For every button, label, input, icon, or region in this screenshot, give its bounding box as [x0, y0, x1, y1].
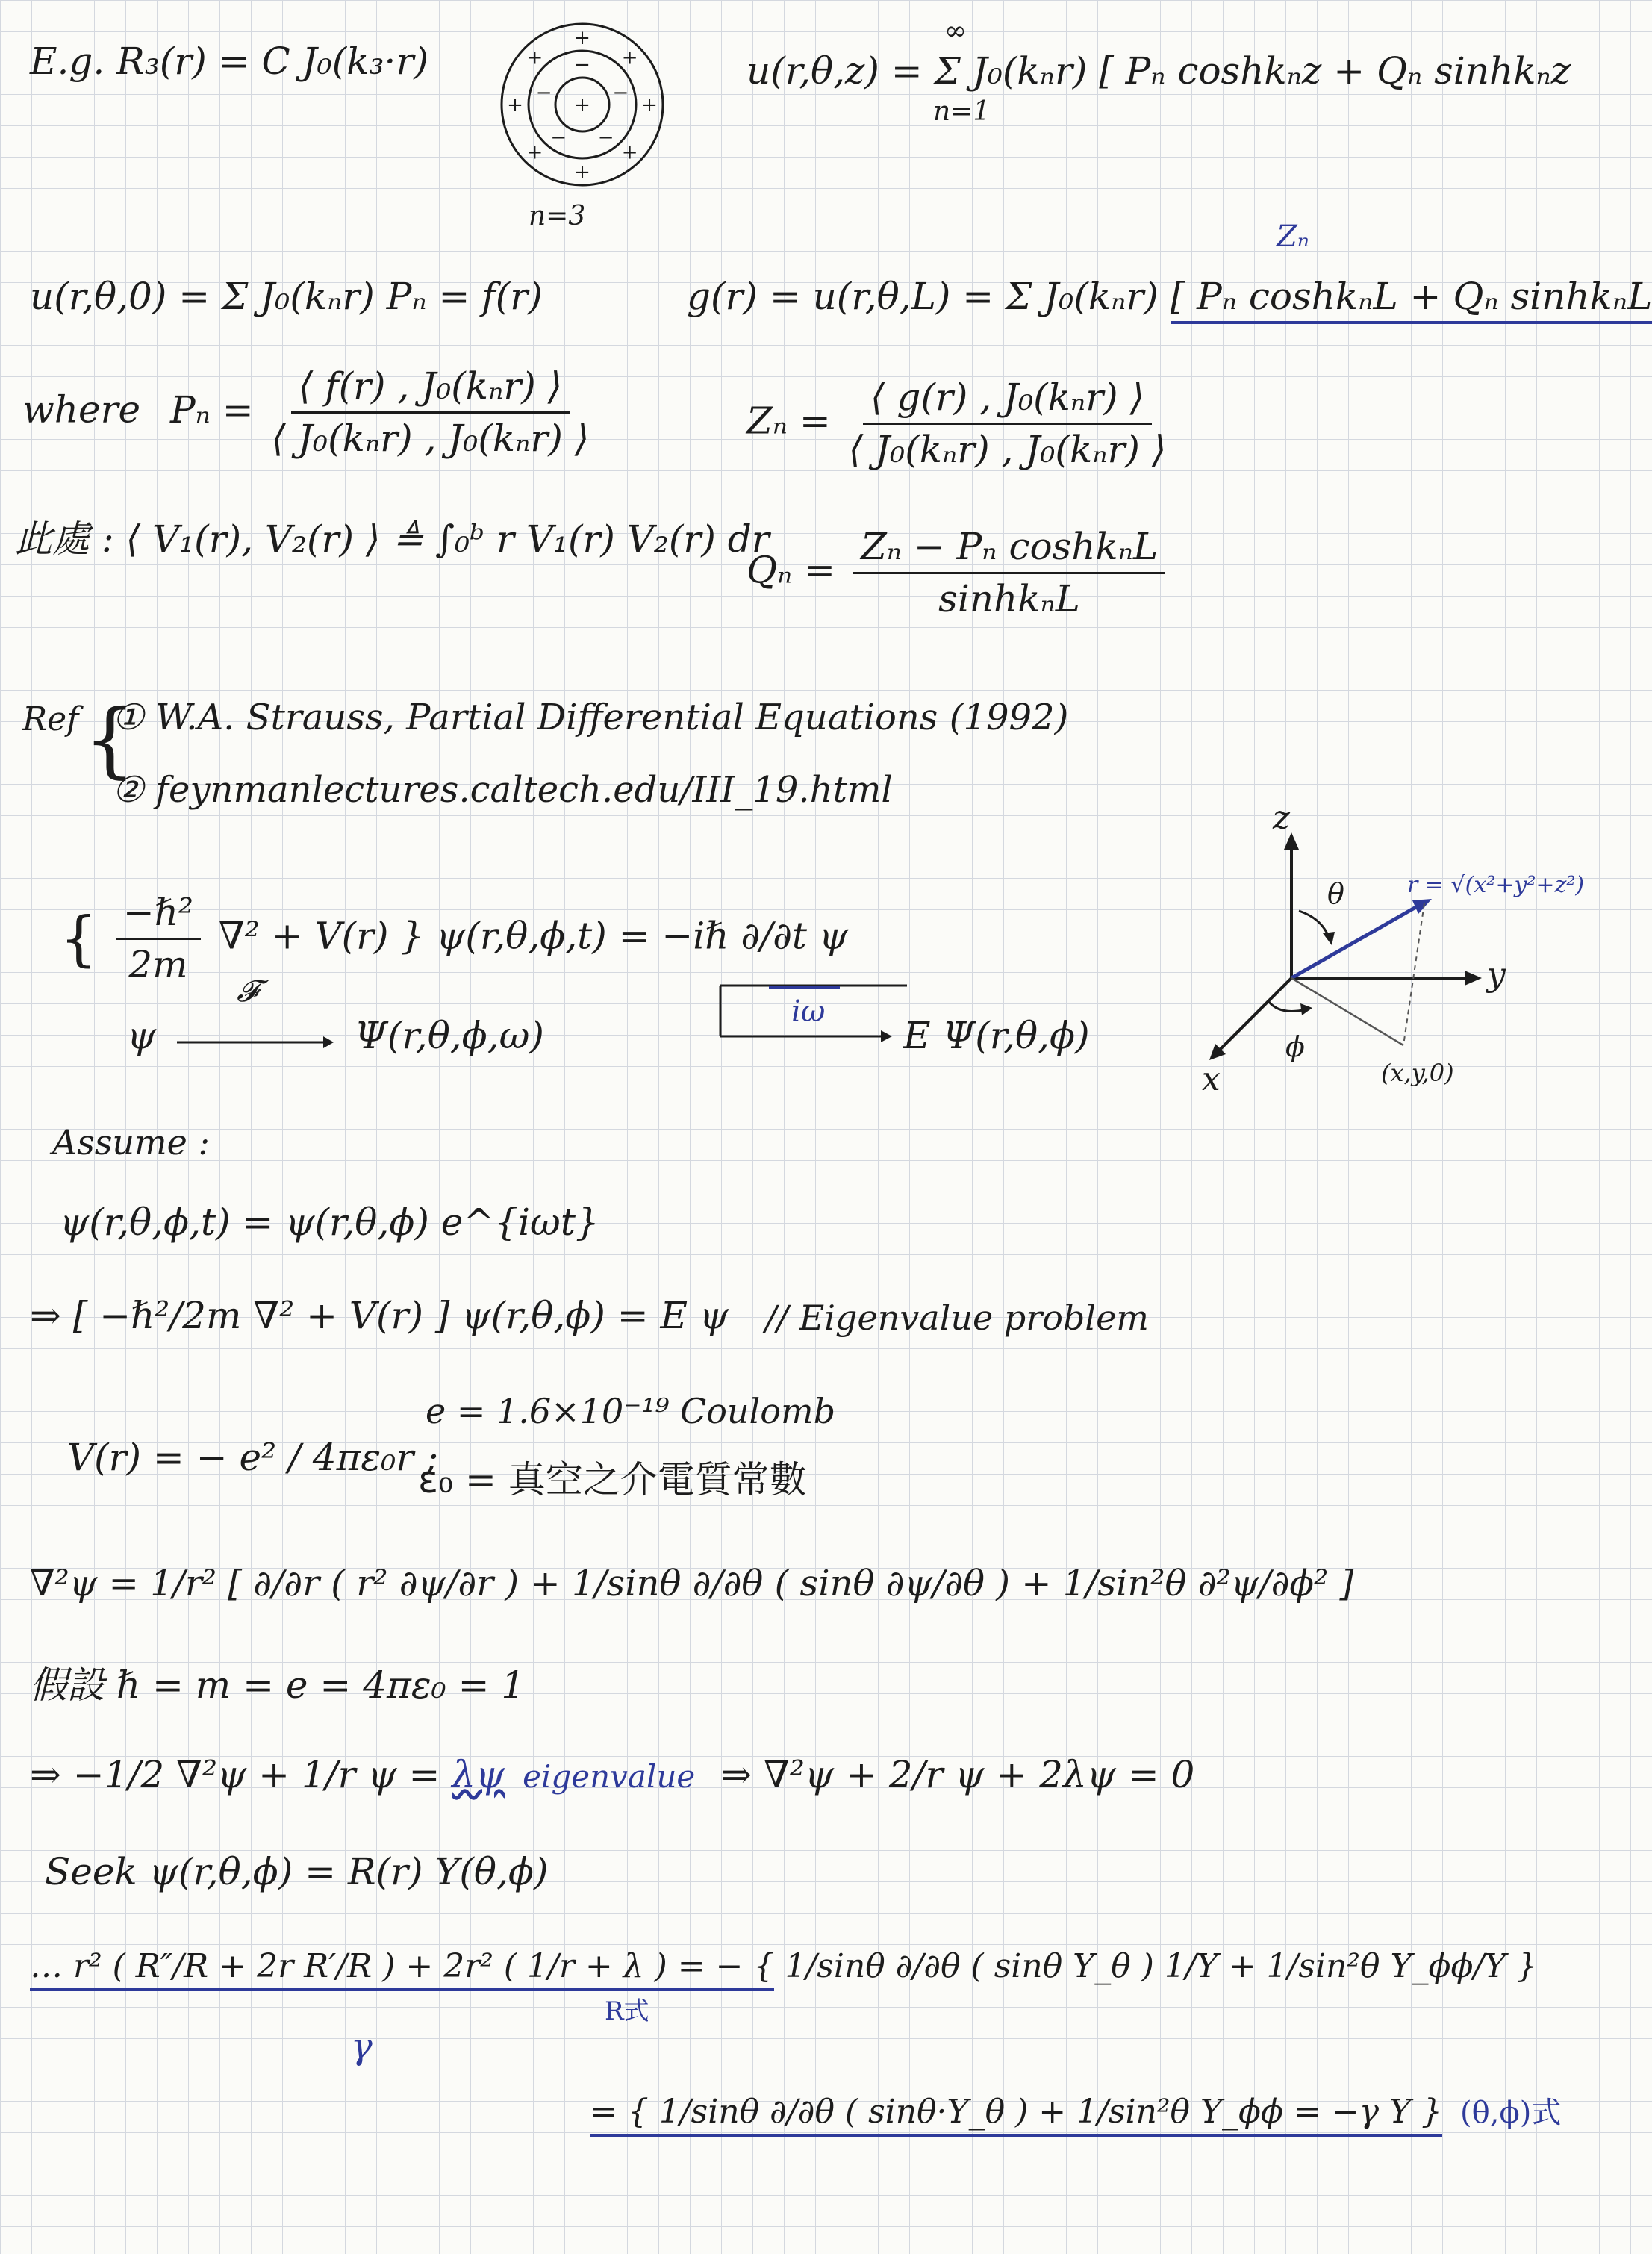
- u-zero: u(r,θ,0) = Σ J₀(kₙr) Pₙ = f(r): [30, 275, 543, 318]
- ring-sign: +: [574, 94, 590, 116]
- laplacian: ∇²ψ = 1/r² [ ∂/∂r ( r² ∂ψ/∂r ) + 1/sinθ ∂/∂θ ( sinθ ∂ψ/∂θ ) + 1/sin²θ ∂²ψ/∂ϕ² ]: [30, 1563, 1354, 1604]
- pn-numerator: ⟨ f(r) , J₀(kₙr) ⟩: [291, 366, 570, 414]
- ring-sign: +: [526, 46, 543, 69]
- point-label: (x,y,0): [1381, 1059, 1454, 1087]
- angular-eq-label: (θ,ϕ)式: [1460, 2096, 1562, 2130]
- reduced-left: ⇒ −1/2 ∇²ψ + 1/r ψ =: [30, 1753, 440, 1796]
- eigen-comment: // Eigenvalue problem: [765, 1298, 1149, 1338]
- pn-lhs: Pₙ =: [170, 387, 254, 432]
- diagram-caption: n=3: [529, 201, 586, 231]
- schrod-num: −ℏ²: [116, 892, 201, 940]
- reduced-right: ⇒ ∇²ψ + 2/r ψ + 2λψ = 0: [720, 1753, 1195, 1796]
- sum-bottom: n=1: [933, 96, 991, 127]
- ring-sign: −: [597, 126, 614, 149]
- ring-sign: −: [550, 126, 567, 149]
- ring-sign: +: [526, 141, 543, 164]
- psi-separation: ψ(r,θ,ϕ,t) = ψ(r,θ,ϕ) e^{iωt}: [60, 1201, 599, 1244]
- ring-sign: +: [641, 94, 658, 116]
- x-axis-label: x: [1202, 1060, 1221, 1098]
- fourier-right: Ψ(r,θ,ϕ,ω): [355, 1014, 544, 1057]
- pn-denominator: ⟨ J₀(kₙr) , J₀(kₙr) ⟩: [271, 417, 590, 460]
- potential: V(r) = − e² / 4πε₀r ;: [67, 1436, 438, 1479]
- fourier-arrow: [177, 1033, 334, 1051]
- qn-lhs: Qₙ =: [746, 548, 836, 592]
- ring-sign: −: [612, 81, 629, 105]
- qn-denominator: sinhkₙL: [938, 577, 1080, 620]
- ring-sign: −: [535, 81, 552, 105]
- unit-assumption: 假設 ℏ = m = e = 4πε₀ = 1: [30, 1663, 526, 1707]
- sum-top: ∞: [944, 16, 967, 46]
- schrod-rest: ∇² + V(r) } ψ(r,θ,ϕ,t) = −iℏ ∂/∂t ψ: [218, 914, 849, 958]
- y-axis-label: y: [1487, 956, 1506, 994]
- pn-fraction: [272, 366, 590, 459]
- ring-sign: +: [507, 94, 523, 116]
- ring-sign: +: [574, 27, 590, 49]
- r-equation-label: R式: [605, 1996, 649, 2026]
- assume-label: Assume :: [52, 1122, 211, 1162]
- angular-equation: [590, 2094, 1561, 2130]
- ref-2: ② feynmanlectures.caltech.edu/III_19.html: [112, 769, 893, 811]
- g-line: [687, 276, 1652, 317]
- eig-right: E Ψ(r,θ,ϕ): [903, 1014, 1090, 1057]
- zn-annotation: Zₙ: [1277, 220, 1310, 254]
- eigenvalue-note: eigenvalue: [523, 1758, 696, 1795]
- zn-denominator: ⟨ J₀(kₙr) , J₀(kₙr) ⟩: [848, 428, 1167, 471]
- qn-formula: [746, 526, 1171, 620]
- ring-sign: +: [574, 161, 590, 184]
- phi-label: ϕ: [1285, 1030, 1305, 1063]
- g-line-left: g(r) = u(r,θ,L) = Σ J₀(kₙr): [687, 275, 1159, 318]
- separated-equation: [30, 1949, 1537, 1984]
- eigen-equation: ⇒ [ −ℏ²/2m ∇² + V(r) ] ψ(r,θ,ϕ) = E ψ: [30, 1294, 729, 1337]
- zn-formula: [746, 377, 1172, 470]
- angular-part: 1/sinθ ∂/∂θ ( sinθ Y_θ ) 1/Y + 1/sin²θ Y_ϕϕ/Y }: [785, 1947, 1538, 1985]
- u-series: u(r,θ,z) = Σ J₀(kₙr) [ Pₙ coshkₙz + Qₙ sinhkₙz: [746, 49, 1571, 93]
- reduced-equation: [30, 1755, 1194, 1796]
- z-axis-label: z: [1273, 799, 1291, 837]
- schrod-den: 2m: [128, 943, 188, 986]
- nodal-ring-diagram: [493, 15, 672, 194]
- zn-lhs: Zₙ =: [746, 399, 831, 443]
- g-line-bracket: [ Pₙ coshkₙL + Qₙ sinhkₙL: [1171, 275, 1652, 324]
- where-label: where: [22, 387, 141, 432]
- fourier-op: 𝓕: [237, 974, 259, 1009]
- schrod-lead: {: [60, 903, 98, 974]
- ref-label: Ref: [22, 700, 79, 738]
- angular-eq-body: = { 1/sinθ ∂/∂θ ( sinθ·Y_θ ) + 1/sin²θ Y_ϕϕ = −γ Y }: [590, 2093, 1442, 2137]
- ref-1: ① W.A. Strauss, Partial Differential Equations (1992): [112, 697, 1069, 738]
- zn-numerator: ⟨ g(r) , J₀(kₙr) ⟩: [863, 377, 1152, 425]
- iw-label: iω: [791, 994, 826, 1029]
- coordinate-diagram: [1194, 799, 1585, 1120]
- fourier-line: [127, 974, 544, 1059]
- gamma-label: γ: [351, 2026, 373, 2067]
- qn-numerator: Zₙ − Pₙ coshkₙL: [853, 526, 1165, 574]
- theta-label: θ: [1327, 877, 1344, 910]
- ring-sign: +: [621, 141, 638, 164]
- r-definition: r = √(x²+y²+z²): [1407, 872, 1585, 898]
- inner-product: 此處 : ⟨ V₁(r), V₂(r) ⟩ ≜ ∫₀ᵇ r V₁(r) V₂(r) dr: [15, 517, 770, 561]
- charge-value: e = 1.6×10⁻¹⁹ Coulomb: [426, 1391, 836, 1431]
- zn-fraction: [849, 377, 1167, 470]
- lambda-psi: λψ: [452, 1753, 505, 1796]
- schrod-fraction: [116, 892, 201, 986]
- ref-brace: {: [84, 691, 136, 787]
- radial-part: … r² ( R″/R + 2r R′/R ) + 2r² ( 1/r + λ ) = − {: [30, 1947, 774, 1991]
- ring-sign: −: [574, 54, 590, 76]
- eg-line: E.g. R₃(r) = C J₀(k₃·r): [30, 40, 428, 83]
- seek-separation: Seek ψ(r,θ,ϕ) = R(r) Y(θ,ϕ): [45, 1850, 549, 1893]
- pn-formula: [22, 366, 595, 459]
- qn-fraction: [853, 526, 1165, 620]
- ring-sign: +: [621, 46, 638, 69]
- eps0-definition: ε₀ = 真空之介電質常數: [418, 1458, 807, 1501]
- fourier-left: ψ: [127, 1014, 157, 1057]
